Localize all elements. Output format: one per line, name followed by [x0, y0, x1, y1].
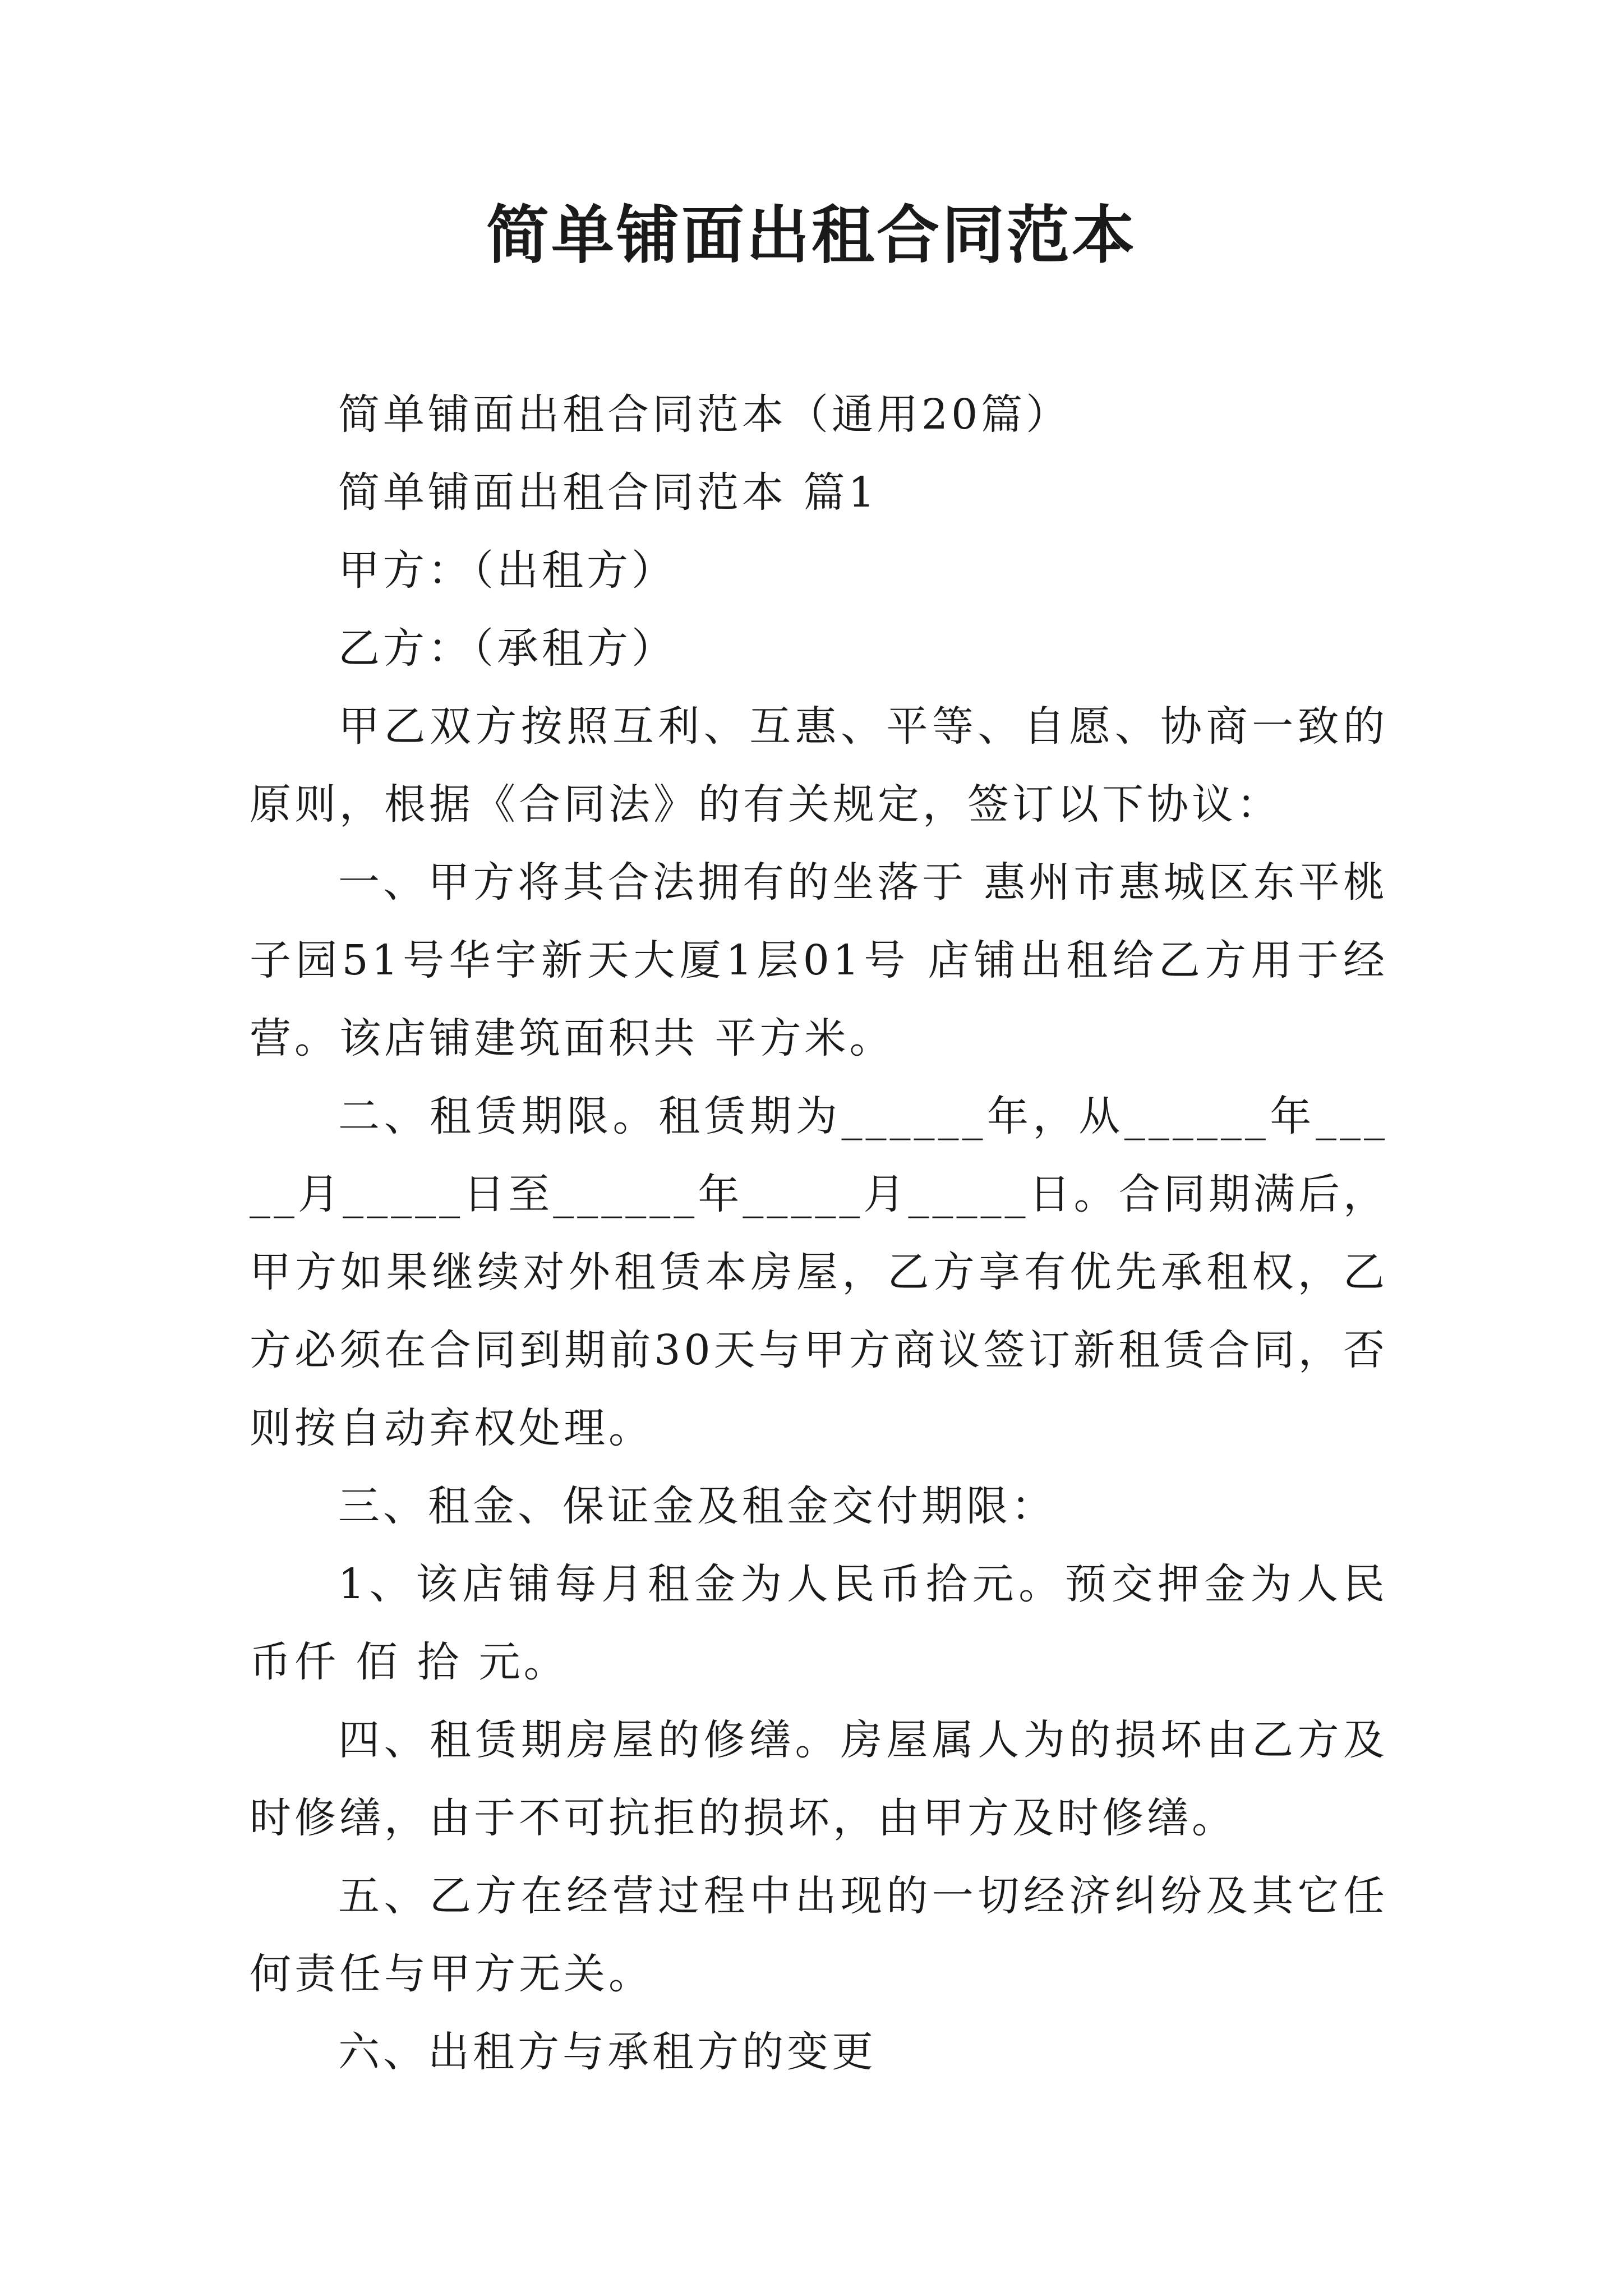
clause-3-item-1: 1、该店铺每月租金为人民币拾元。预交押金为人民币仟 佰 拾 元。 [250, 1560, 1388, 1686]
party-a-line: 甲方：（出租方） [338, 546, 676, 595]
document-title: 简单铺面出租合同范本 [486, 199, 1137, 272]
preamble-paragraph: 甲乙双方按照互利、互惠、平等、自愿、协商一致的原则，根据《合同法》的有关规定，签订以下协议： [250, 702, 1388, 829]
document-body [250, 376, 1388, 2091]
clause-6-heading: 六、出租方与承租方的变更 [338, 2028, 877, 2076]
clause-2-paragraph: 二、租赁期限。租赁期为______年，从______年_____月_____日至______年_____月_____日。合同期满后，甲方如果继续对外租赁本房屋，乙方享有优先承租权，乙方必须在合同到期前30天与甲方商议签订新租赁合同，否则按自动弃权处理。 [250, 1092, 1388, 1452]
party-b-line: 乙方：（承租方） [338, 624, 676, 673]
clause-1-paragraph: 一、甲方将其合法拥有的坐落于 惠州市惠城区东平桃子园51号华宇新天大厦1层01号 店铺出租给乙方用于经营。该店铺建筑面积共 平方米。 [250, 858, 1388, 1062]
clause-5-paragraph: 五、乙方在经营过程中出现的一切经济纠纷及其它任何责任与甲方无关。 [250, 1872, 1388, 1998]
subtitle-paragraph: 简单铺面出租合同范本（通用20篇） [338, 390, 1071, 439]
clause-3-heading: 三、租金、保证金及租金交付期限： [338, 1482, 1056, 1530]
section-heading: 简单铺面出租合同范本 篇1 [338, 468, 878, 517]
clause-4-paragraph: 四、租赁期房屋的修缮。房屋属人为的损坏由乙方及时修缮，由于不可抗拒的损坏，由甲方及时修缮。 [250, 1716, 1388, 1842]
